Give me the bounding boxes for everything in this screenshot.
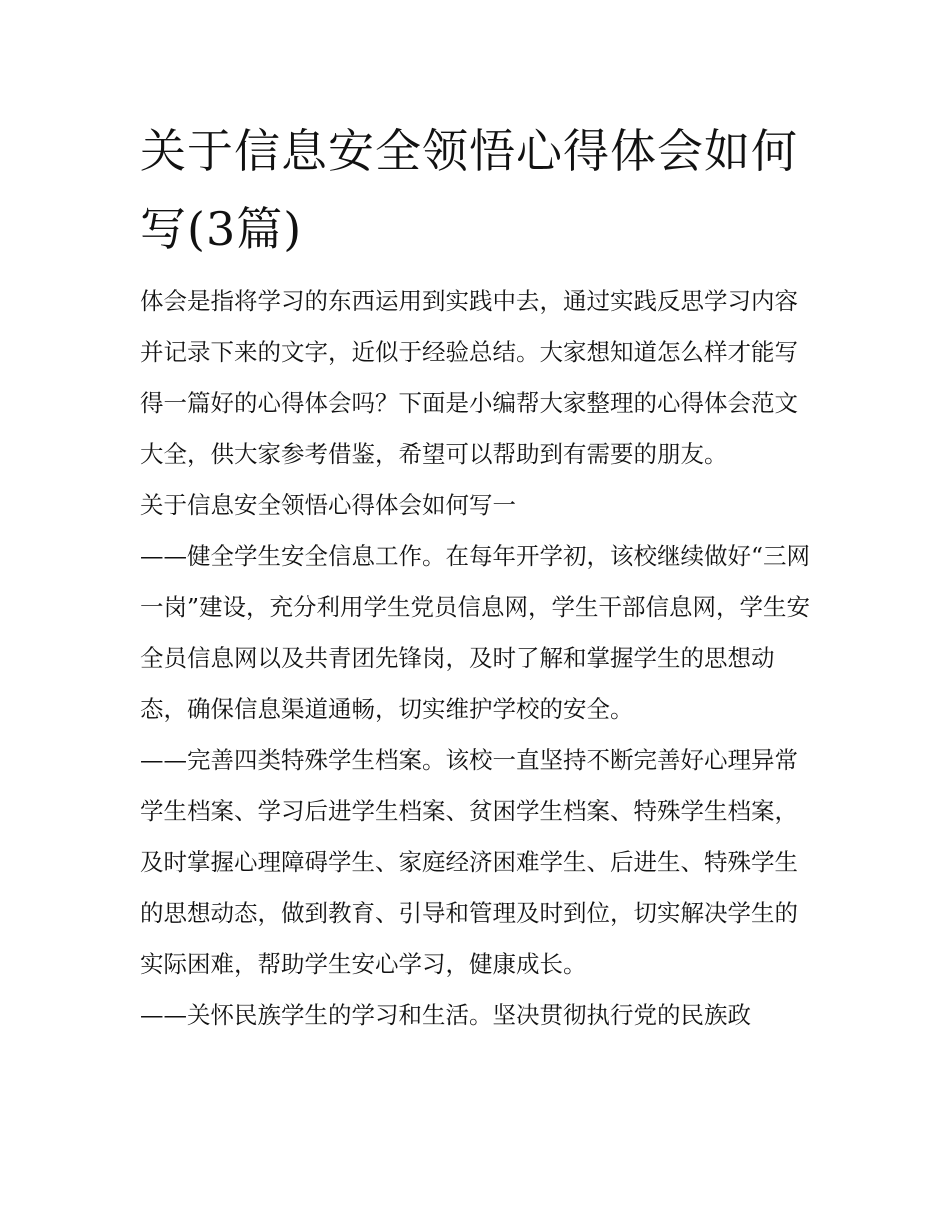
document-body (140, 276, 820, 1041)
body-paragraph: ——完善四类特殊学生档案。该校一直坚持不断完善好心理异常学生档案、学习后进学生档案、贫困学生档案、特殊学生档案，及时掌握心理障碍学生、家庭经济困难学生、后进生、特殊学生的思想动态，做到教育、引导和管理及时到位，切实解决学生的实际困难，帮助学生安心学习，健康成长。 (140, 746, 798, 978)
body-paragraph: ——关怀民族学生的学习和生活。坚决贯彻执行党的民族政 (140, 1001, 751, 1029)
document-title: 关于信息安全领悟心得体会如何写(3篇) (140, 124, 798, 256)
intro-paragraph: 体会是指将学习的东西运用到实践中去，通过实践反思学习内容并记录下来的文字，近似于经验总结。大家想知道怎么样才能写得一篇好的心得体会吗？下面是小编帮大家整理的心得体会范文大全，供大家参考借鉴，希望可以帮助到有需要的朋友。 (140, 287, 798, 468)
body-paragraph: ——健全学生安全信息工作。在每年开学初，该校继续做好“三网一岗”建设，充分利用学生党员信息网，学生干部信息网，学生安全员信息网以及共青团先锋岗，及时了解和掌握学生的思想动态，确保信息渠道通畅，切实维护学校的安全。 (140, 542, 811, 723)
document-content (140, 112, 820, 1041)
section-heading: 关于信息安全领悟心得体会如何写一 (140, 491, 516, 519)
